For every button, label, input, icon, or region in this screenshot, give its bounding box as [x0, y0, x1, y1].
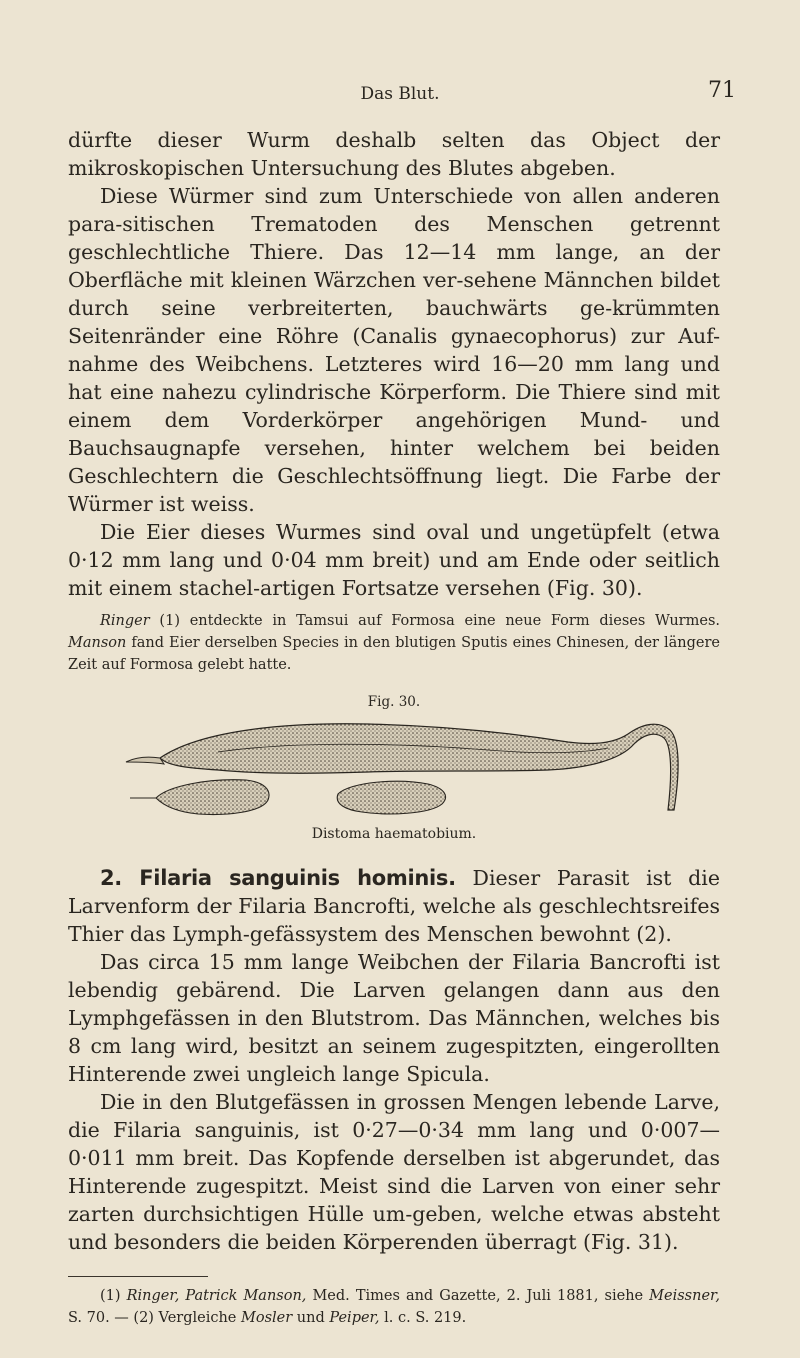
page-body [68, 126, 720, 1329]
paragraph-filaria-female: Das circa 15 mm lange Weibchen der Filaria Bancrofti ist lebendig gebärend. Die Larven gelangen dann aus den Lymphgefässen in den Blutstrom. Das Männchen, welches bis 8 cm lang wird, besitzt an seinem zugespitzten, eingerollten Hinterende zwei ungleich lange Spicula. [68, 950, 720, 1086]
egg-middle [337, 781, 445, 814]
note-ringer-manson: Ringer (1) entdeckte in Tamsui auf Formosa eine neue Form dieses Wurmes. Manson fand Eier derselben Species in den blutigen Sputis eines Chinesen, der längere Zeit auf Formosa gelebt hatte. [68, 613, 720, 673]
figure-label: Fig. 30. [367, 694, 421, 710]
figure-caption: Distoma haematobium. [311, 826, 477, 842]
male-worm-head [126, 757, 164, 764]
figure-30 [68, 694, 720, 844]
paragraph-continuation: dürfte dieser Wurm deshalb selten das Object der mikroskopischen Untersuchung des Blutes abgeben. [68, 128, 720, 180]
author-ringer: Ringer [100, 613, 150, 629]
running-header: Das Blut. [360, 84, 440, 104]
paragraph-worm-description: Diese Würmer sind zum Unterschiede von allen anderen para-sitischen Trematoden des Menschen getrennt geschlechtliche Thiere. Das 12—14 mm lange, an der Oberfläche mit kleinen Wärzchen ver-sehene Männchen bildet durch seine verbreiterten, bauchwärts ge-krümmten Seitenränder eine Röhre (Canalis gynaecophorus) zur Auf-nahme des Weibchens. Letzteres wird 16—20 mm lang und hat eine nahezu cylindrische Körperform. Die Thiere sind mit einem dem Vorderkörper angehörigen Mund- und Bauchsaugnapfe versehen, hinter welchem bei beiden Geschlechtern die Geschlechtsöffnung liegt. Die Farbe der Würmer ist weiss. [68, 184, 720, 516]
page-number: 71 [708, 78, 736, 103]
footnote-rule [68, 1276, 208, 1277]
section-filaria-intro: 2. Filaria sanguinis hominis. Dieser Parasit ist die Larvenform der Filaria Bancrofti, welche als geschlechtsreifes Thier das Lymph-gefässystem des Menschen bewohnt (2). [68, 866, 720, 946]
author-manson: Manson [68, 635, 127, 651]
paragraph-eggs: Die Eier dieses Wurmes sind oval und ungetüpfelt (etwa 0·12 mm lang und 0·04 mm breit) und am Ende oder seitlich mit einem stachel-artigen Fortsatze versehen (Fig. 30). [68, 520, 720, 600]
paragraph-filaria-larva: Die in den Blutgefässen in grossen Mengen lebende Larve, die Filaria sanguinis, ist 0·27—0·34 mm lang und 0·007—0·011 mm breit. Das Kopfende derselben ist abgerundet, das Hinterende zugespitzt. Meist sind die Larven von einer sehr zarten durchsichtigen Hülle um-geben, welche etwas absteht und besonders die beiden Körperenden überragt (Fig. 31). [68, 1090, 720, 1254]
footnote: (1) Ringer, Patrick Manson, Med. Times and Gazette, 2. Juli 1881, siehe Meissner, S. 70. — (2) Vergleiche Mosler und Peiper, l. c. S. 219. [68, 1288, 720, 1326]
section-heading: 2. Filaria sanguinis hominis. [100, 866, 456, 890]
distoma-illustration [68, 712, 720, 824]
egg-left [156, 780, 269, 815]
